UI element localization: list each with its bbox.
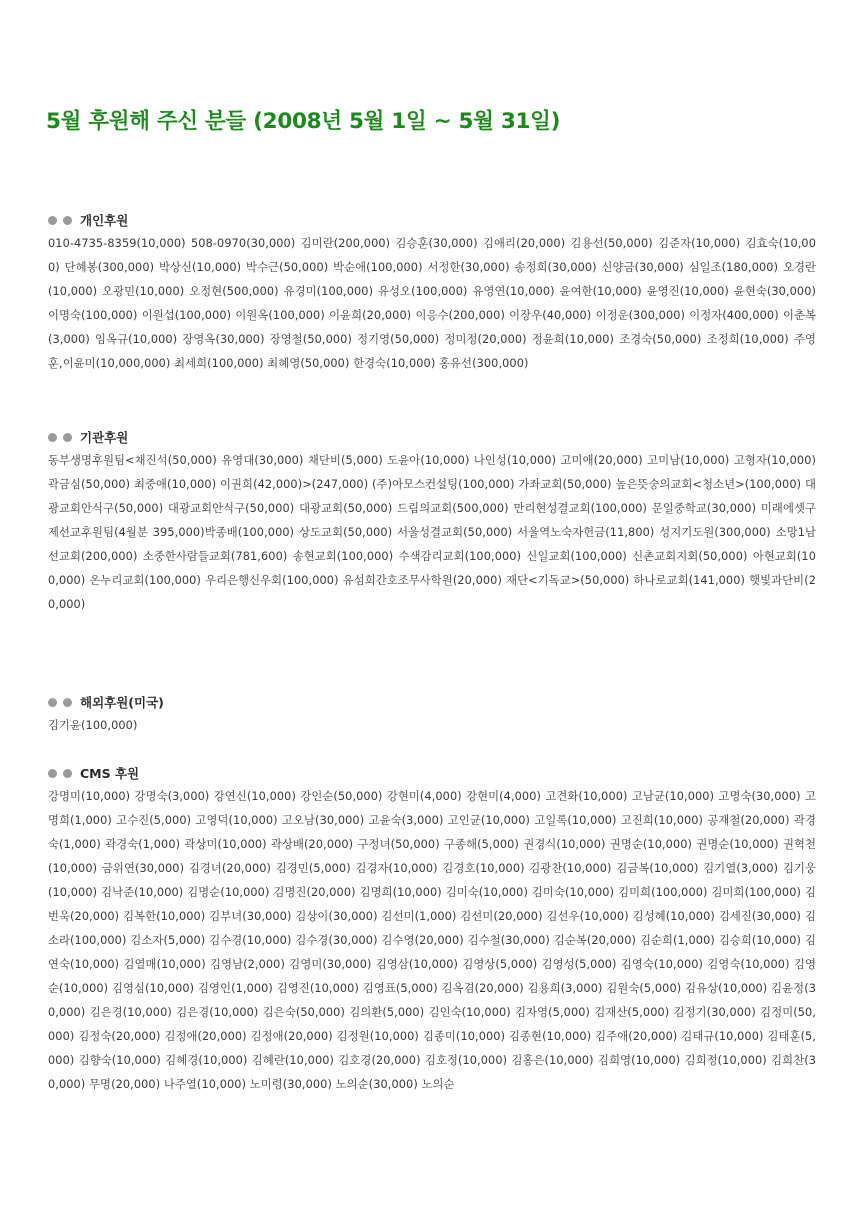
bullet-icon (48, 216, 57, 225)
donor-list: 010-4735-8359(10,000) 508-0970(30,000) 김미란(200,000) 김승훈(30,000) 김애리(20,000) 김용선(50,000) 김준자(10,000) 김효숙(10,000) 단혜봉(300,000) 박상신(10,000) 박수근(50,000) 박순애(100,000) 서정한(30,000) 송정희(30,000) 신양금(30,000) 심일조(180,000) 오경란(10,000) 오광민(10,000) 오정현(500,000) 유경미(100,000) 유성오(100,000) 유영연(10,000) 윤여한(10,000) 윤영진(10,000) 윤현숙(30,000) 이명숙(100,000) 이원섭(100,000) 이원옥(100,000) 이윤희(20,000) 이응수(200,000) 이장우(40,000) 이정운(300,000) 이정자(400,000) 이춘복(3,000) 임옥규(10,000) 장영옥(30,000) 장영철(50,000) 정기영(50,000) 정미정(20,000) 정윤희(10,000) 조경숙(50,000) 조정희(10,000) 주영훈,이윤미(10,000,000) 최세희(100,000) 최혜영(50,000) 한경숙(10,000) 홍유선(300,000) (48, 237, 816, 370)
bullet-icon (63, 433, 72, 442)
section-heading (48, 692, 816, 712)
section-heading (48, 763, 816, 783)
bullet-icon (48, 769, 57, 778)
bullet-icon (48, 433, 57, 442)
section-heading-label: 해외후원(미국) (80, 695, 164, 710)
section-heading-label: 기관후원 (80, 430, 129, 445)
section-overseas (48, 692, 816, 738)
section-heading-label: CMS 후원 (80, 766, 140, 781)
bullet-icon (63, 216, 72, 225)
bullet-icon (63, 769, 72, 778)
bullet-icon (48, 698, 57, 707)
page-title: 5월 후원해 주신 분들 (2008년 5월 1일 ~ 5월 31일) (46, 109, 561, 134)
section-heading-label: 개인후원 (80, 213, 129, 228)
section-personal (48, 210, 816, 376)
section-cms (48, 763, 816, 1097)
section-institution (48, 427, 816, 617)
donor-list: 동부생명후원팀<채진석(50,000) 유영대(30,000) 채단비(5,000) 도윤아(10,000) 나인성(10,000) 고미애(20,000) 고미남(10,000) 고형자(10,000) 곽금심(50,000) 최중애(10,000) 이권희(42,000)>(247,000) (주)아모스컨설팅(100,000) 가좌교회(50,000) 높은뜻숭의교회<청소년>(100,000) 대광교회안식구(50,000) 대광교회안식구(50,000) 대광교회(50,000) 드림의교회(500,000) 만리현성결교회(100,000) 문일중학교(30,000) 미래에셋구제선교후원팀(4월분 395,000)박종배(100,000) 상도교회(50,000) 서울성결교회(50,000) 서울역노숙자헌금(11,800) 성지기도원(300,000) 소망1남선교회(200,000) 소중한사람들교회(781,600) 송현교회(100,000) 수색감리교회(100,000) 신일교회(100,000) 신촌교회지회(50,000) 아현교회(100,000) 온누리교회(100,000) 우리은행신우회(100,000) 유섬희간호조무사학원(20,000) 재단<기독교>(50,000) 하나로교회(141,000) 햇빛과단비(20,000) (48, 454, 816, 611)
donor-list: 김기윤(100,000) (48, 719, 138, 732)
donor-list: 강명미(10,000) 강명숙(3,000) 강연신(10,000) 강인순(50,000) 강현미(4,000) 강현미(4,000) 고견화(10,000) 고남균(10,000) 고명숙(30,000) 고명희(1,000) 고수진(5,000) 고영덕(10,000) 고오남(30,000) 고윤숙(3,000) 고인균(10,000) 고일록(10,000) 고진희(10,000) 공재철(20,000) 곽경숙(1,000) 곽경숙(1,000) 곽상미(10,000) 곽상배(20,000) 구정녀(50,000) 구종해(5,000) 권경식(10,000) 권명순(10,000) 권명순(10,000) 권혁천(10,000) 금위연(30,000) 김경녀(20,000) 김경민(5,000) 김경자(10,000) 김경호(10,000) 김광찬(10,000) 김금복(10,000) 김기열(3,000) 김기웅(10,000) 김낙준(10,000) 김명순(10,000) 김명진(20,000) 김명희(10,000) 김미숙(10,000) 김미숙(10,000) 김미희(100,000) 김미희(100,000) 김번욱(20,000) 김복한(10,000) 김부녀(30,000) 김상이(30,000) 김선미(1,000) 김선미(20,000) 김선우(10,000) 김성혜(10,000) 김세진(30,000) 김소라(100,000) 김소자(5,000) 김수경(10,000) 김수경(30,000) 김수영(20,000) 김수철(30,000) 김순복(20,000) 김순희(1,000) 김승희(10,000) 김연숙(10,000) 김열매(10,000) 김영남(2,000) 김영미(30,000) 김영삼(10,000) 김영상(5,000) 김영성(5,000) 김영숙(10,000) 김영숙(10,000) 김영순(10,000) 김영심(10,000) 김영인(1,000) 김영진(10,000) 김영표(5,000) 김옥겸(20,000) 김용희(3,000) 김원숙(5,000) 김유상(10,000) 김윤정(30,000) 김은경(10,000) 김은경(10,000) 김은숙(50,000) 김의환(5,000) 김인숙(10,000) 김자영(5,000) 김재산(5,000) 김정기(30,000) 김정미(50,000) 김정숙(20,000) 김정애(20,000) 김정애(20,000) 김정원(10,000) 김종미(10,000) 김종현(10,000) 김주애(20,000) 김태규(10,000) 김태훈(5,000) 김향숙(10,000) 김혜경(10,000) 김혜란(10,000) 김호경(20,000) 김호정(10,000) 김홍은(10,000) 김희영(10,000) 김희정(10,000) 김희찬(30,000) 무명(20,000) 나주열(10,000) 노미령(30,000) 노의순(30,000) 노의순 (48, 790, 816, 1091)
section-heading (48, 210, 816, 230)
bullet-icon (63, 698, 72, 707)
section-heading (48, 427, 816, 447)
